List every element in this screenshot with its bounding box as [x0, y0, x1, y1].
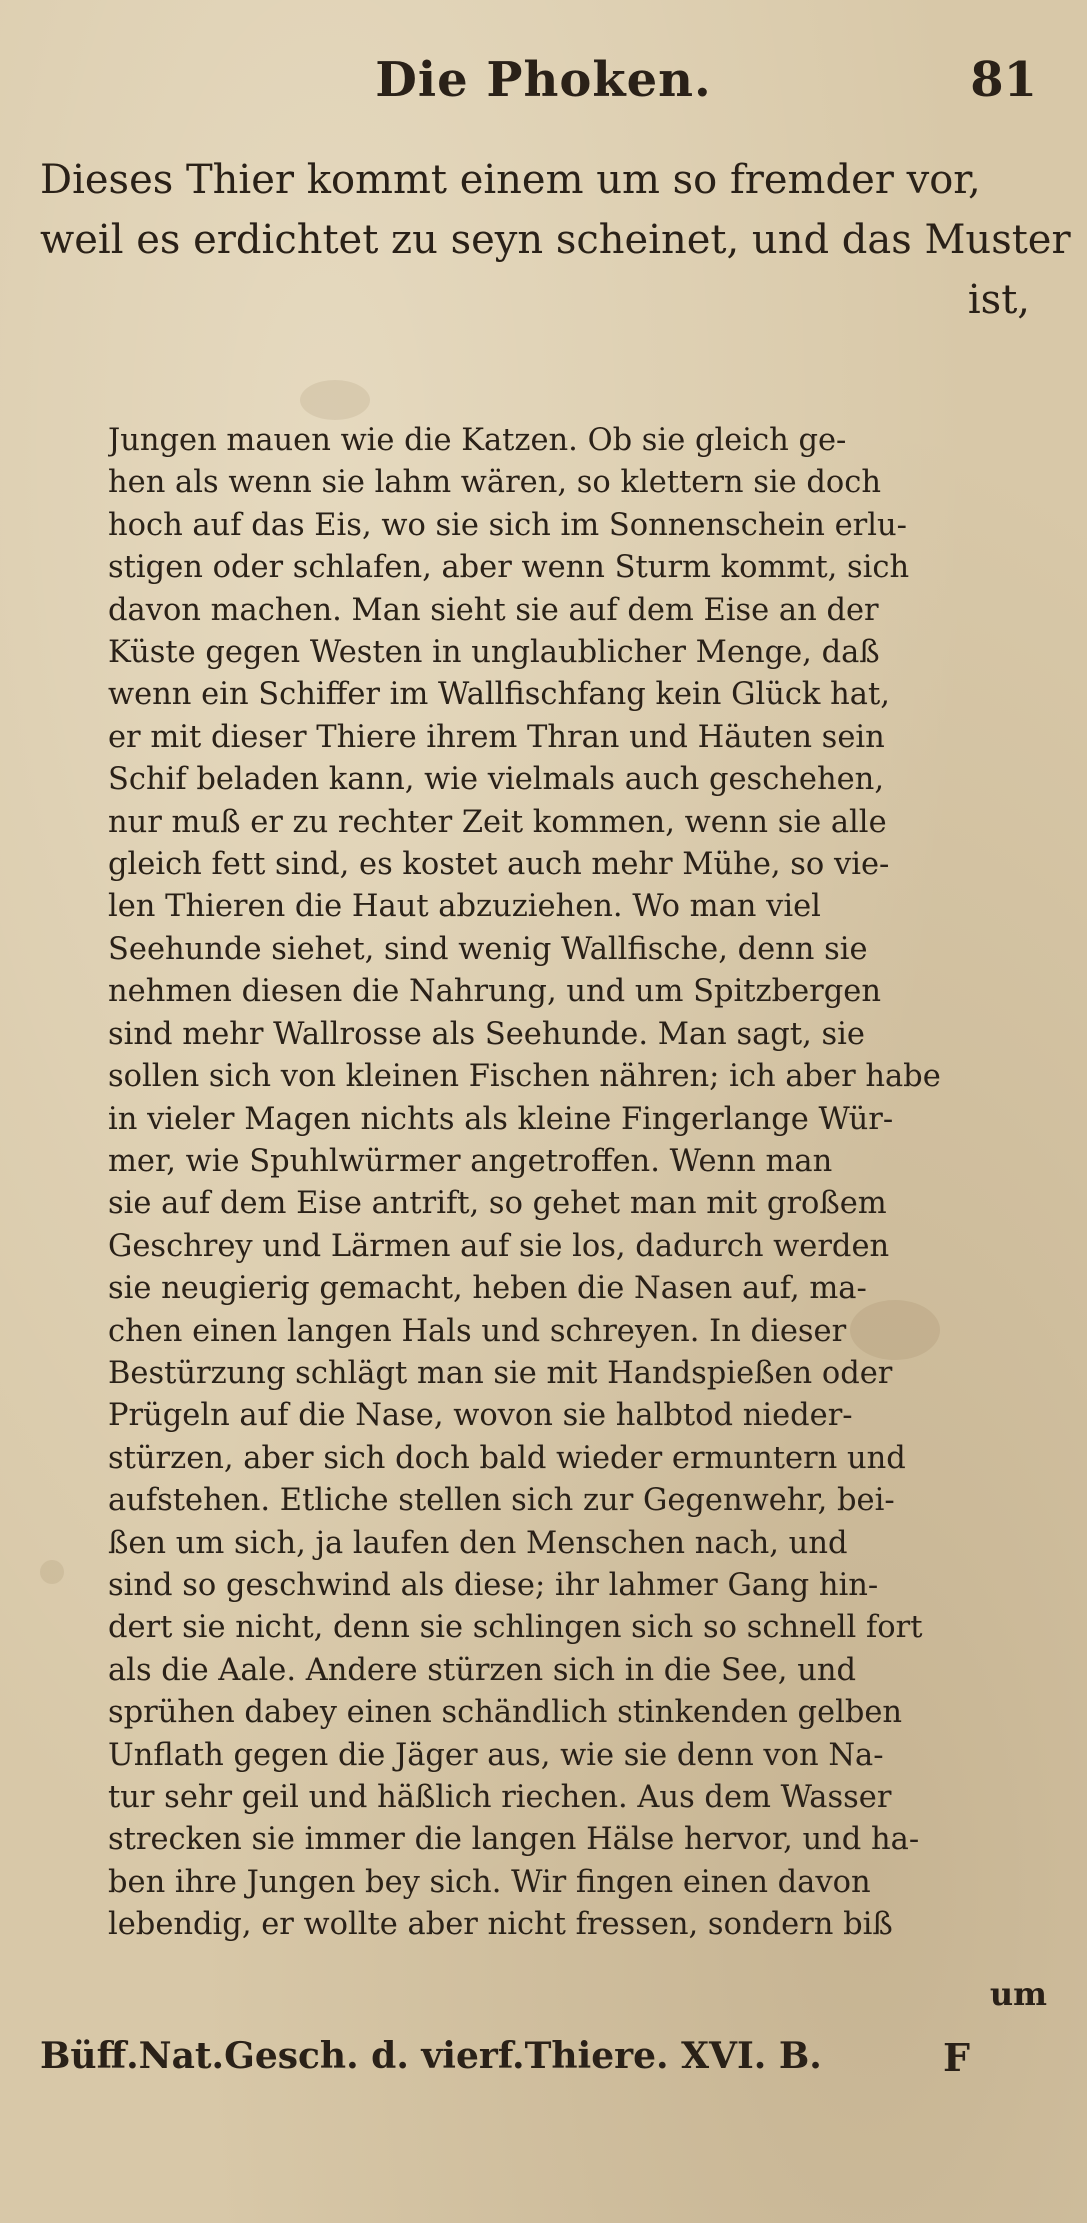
quote-line: weil es erdichtet zu seyn scheinet, und das Muster — [40, 217, 1071, 263]
running-title: Die Phoken. — [375, 52, 712, 108]
paper-stain — [300, 380, 370, 420]
text-line: ßen um sich, ja laufen den Menschen nach, und — [108, 1525, 848, 1561]
text-line: ben ihre Jungen bey sich. Wir fingen einen davon — [108, 1864, 871, 1900]
text-line: len Thieren die Haut abzuziehen. Wo man viel — [108, 889, 821, 925]
text-line: dert sie nicht, denn sie schlingen sich so schnell fort — [108, 1610, 923, 1646]
text-line: sprühen dabey einen schändlich stinkenden gelben — [108, 1695, 903, 1731]
quote-block — [40, 150, 1071, 330]
text-line: er mit dieser Thiere ihrem Thran und Häuten sein — [108, 719, 885, 755]
text-line: stigen oder schlafen, aber wenn Sturm kommt, sich — [108, 550, 910, 586]
text-line: Küste gegen Westen in unglaublicher Menge, daß — [108, 635, 880, 671]
page-header — [0, 30, 1087, 120]
body-text — [108, 420, 1053, 1947]
text-line: Seehunde siehet, sind wenig Wallfische, denn sie — [108, 931, 868, 967]
text-line: tur sehr geil und häßlich riechen. Aus dem Wasser — [108, 1780, 892, 1815]
text-line: stürzen, aber sich doch bald wieder ermuntern und — [108, 1440, 906, 1476]
text-line: wenn ein Schiffer im Wallfischfang kein Glück hat, — [108, 677, 890, 713]
text-line: Geschrey und Lärmen auf sie los, dadurch werden — [108, 1228, 890, 1264]
text-line: strecken sie immer die langen Hälse hervor, und ha- — [108, 1822, 920, 1858]
text-line: sie auf dem Eise antrift, so gehet man mit großem — [108, 1186, 887, 1222]
text-line: davon machen. Man sieht sie auf dem Eise an der — [108, 592, 879, 628]
page-footer — [40, 2025, 1050, 2095]
text-line: sollen sich von kleinen Fischen nähren; ich aber habe — [108, 1059, 941, 1095]
text-line: hoch auf das Eis, wo sie sich im Sonnenschein erlu- — [108, 507, 907, 543]
text-line: lebendig, er wollte aber nicht fressen, sondern biß — [108, 1907, 893, 1943]
text-line: nehmen diesen die Nahrung, und um Spitzbergen — [108, 974, 881, 1010]
text-line: als die Aale. Andere stürzen sich in die See, und — [108, 1652, 857, 1688]
text-line: in vieler Magen nichts als kleine Fingerlange Wür- — [108, 1101, 894, 1137]
text-line: gleich fett sind, es kostet auch mehr Mühe, so vie- — [108, 847, 890, 883]
text-line: chen einen langen Hals und schreyen. In dieser — [108, 1313, 847, 1349]
signature-line: Büff.Nat.Gesch. d. vierf.Thiere. XVI. B. — [40, 2035, 822, 2077]
text-line: aufstehen. Etliche stellen sich zur Gegenwehr, bei- — [108, 1483, 895, 1519]
quote-catchword: ist, — [967, 277, 1030, 323]
page-number: 81 — [970, 52, 1037, 108]
text-line: sind mehr Wallrosse als Seehunde. Man sagt, sie — [108, 1016, 865, 1052]
text-line: Schif beladen kann, wie vielmals auch geschehen, — [108, 762, 885, 798]
text-line: mer, wie Spuhlwürmer angetroffen. Wenn man — [108, 1143, 833, 1179]
text-line: Unflath gegen die Jäger aus, wie sie denn von Na- — [108, 1737, 884, 1773]
catchword: um — [989, 1975, 1047, 2013]
text-line: hen als wenn sie lahm wären, so klettern sie doch — [108, 465, 881, 501]
quote-line: Dieses Thier kommt einem um so fremder vor, — [40, 157, 981, 203]
text-line: Jungen mauen wie die Katzen. Ob sie gleich ge- — [108, 423, 847, 458]
text-line: sie neugierig gemacht, heben die Nasen auf, ma- — [108, 1271, 867, 1307]
text-line: Bestürzung schlägt man sie mit Handspießen oder — [108, 1355, 893, 1391]
text-line: sind so geschwind als diese; ihr lahmer Gang hin- — [108, 1567, 879, 1603]
text-line: Prügeln auf die Nase, wovon sie halbtod nieder- — [108, 1398, 853, 1434]
signature-mark: F — [943, 2035, 970, 2080]
paper-stain — [40, 1560, 64, 1584]
text-line: nur muß er zu rechter Zeit kommen, wenn sie alle — [108, 804, 887, 840]
